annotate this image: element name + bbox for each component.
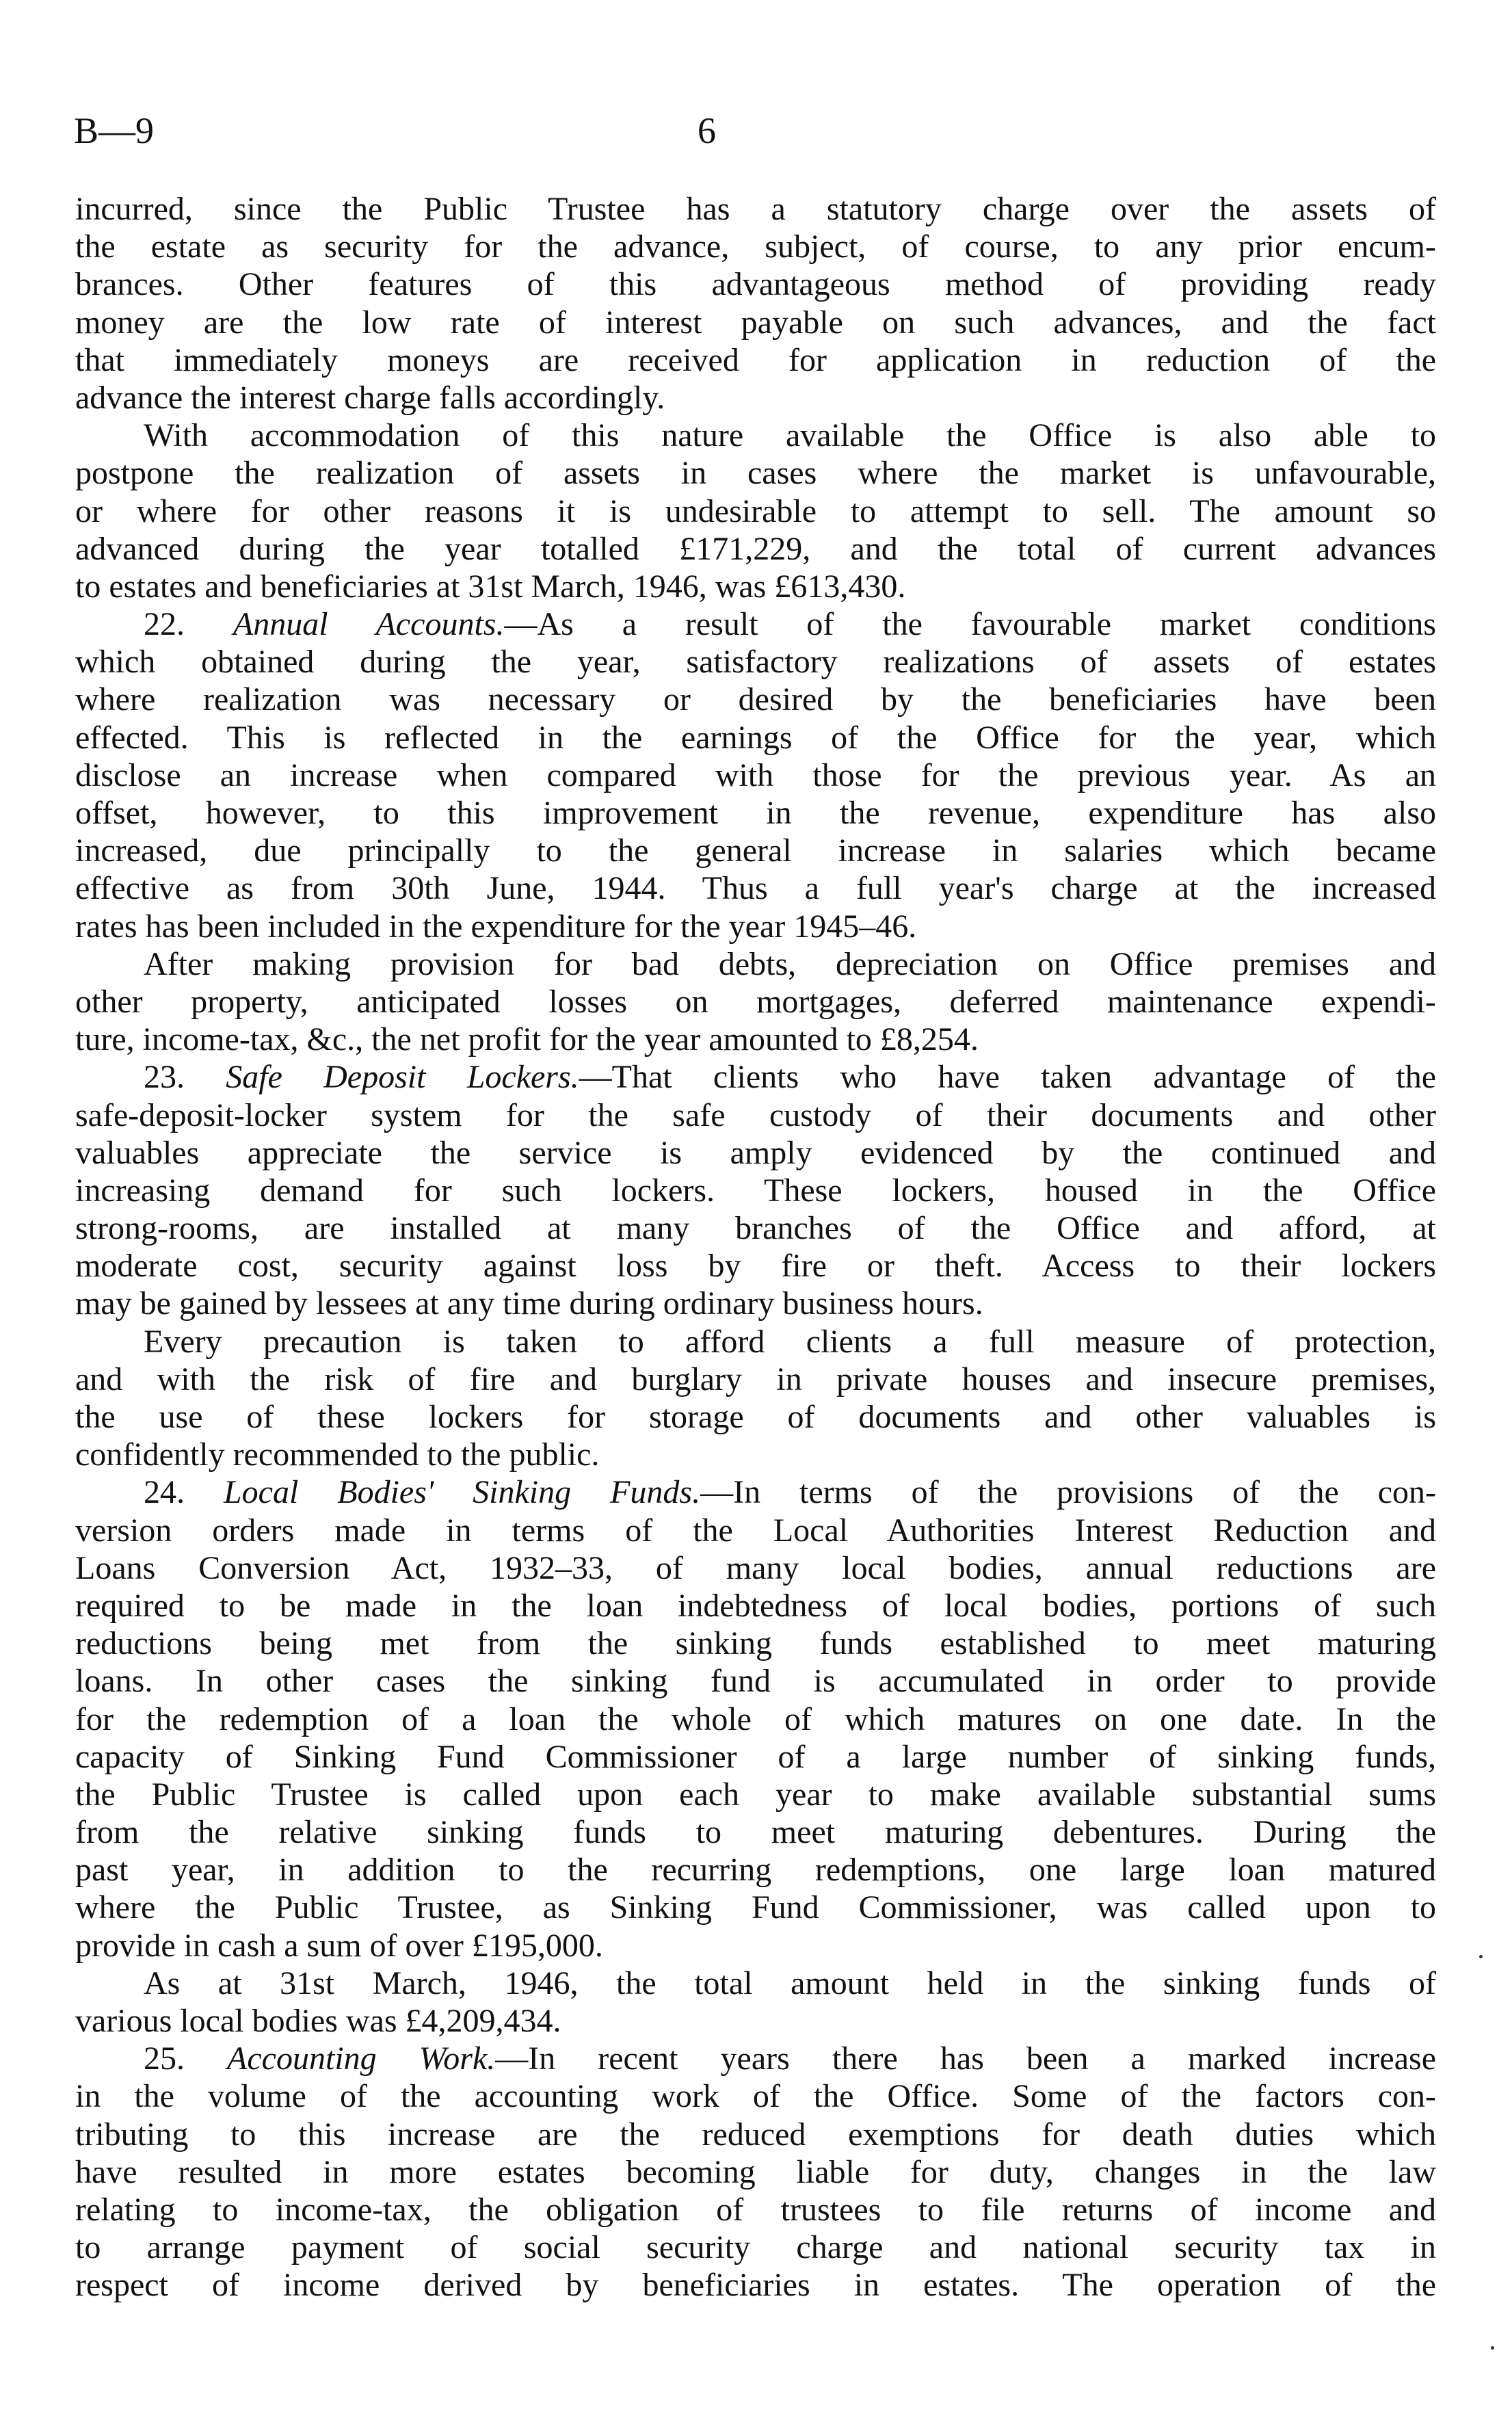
text-line: effective as from 30th June, 1944. Thus a full year's charge at the increased [75, 870, 1436, 907]
section-number: 22. [144, 606, 233, 643]
text-line: required to be made in the loan indebtedness of local bodies, portions of such [75, 1587, 1436, 1624]
text-line: loans. In other cases the sinking fund is accumulated in order to provide [75, 1663, 1436, 1700]
text-line: Loans Conversion Act, 1932–33, of many local bodies, annual reductions are [75, 1549, 1436, 1586]
text-line: money are the low rate of interest payable on such advances, and the fact [75, 304, 1436, 341]
text-line: After making provision for bad debts, depreciation on Office premises and [144, 945, 1436, 982]
text-line: for the redemption of a loan the whole of which matures on one date. In the [75, 1700, 1436, 1737]
text-line [75, 2040, 1436, 2077]
text-line: where realization was necessary or desired by the beneficiaries have been [75, 681, 1436, 718]
text-line: rates has been included in the expenditure for the year 1945–46. [75, 908, 917, 945]
text-line: from the relative sinking funds to meet maturing debentures. During the [75, 1814, 1436, 1851]
scan-speck [1479, 1955, 1483, 1958]
section-text: —In terms of the provisions of the con- [700, 1474, 1436, 1511]
section-number: 24. [144, 1474, 224, 1511]
text-line [75, 605, 1436, 643]
text-line: to estates and beneficiaries at 31st March, 1946, was £613,430. [75, 568, 906, 605]
text-line: capacity of Sinking Fund Commissioner of a large number of sinking funds, [75, 1738, 1436, 1775]
text-line: incurred, since the Public Trustee has a statutory charge over the assets of [75, 191, 1436, 227]
text-line: As at 31st March, 1946, the total amount held in the sinking funds of [144, 1964, 1436, 2001]
text-line [75, 1058, 1436, 1096]
document-body [75, 190, 1436, 2304]
text-line: or where for other reasons it is undesirable to attempt to sell. The amount so [75, 492, 1436, 529]
text-line: safe-deposit-locker system for the safe custody of their documents and other [75, 1096, 1436, 1133]
text-line: provide in cash a sum of over £195,000. [75, 1927, 603, 1964]
section-text: —In recent years there has been a marked increase [495, 2040, 1436, 2077]
section-number: 23. [144, 1059, 226, 1096]
text-line: valuables appreciate the service is amply evidenced by the continued and [75, 1134, 1436, 1171]
section-text: —That clients who have taken advantage of the [579, 1059, 1436, 1096]
text-line: may be gained by lessees at any time during ordinary business hours. [75, 1285, 983, 1322]
text-line: With accommodation of this nature available the Office is also able to [144, 417, 1436, 454]
text-line: the Public Trustee is called upon each year to make available substantial sums [75, 1776, 1436, 1813]
text-line: increased, due principally to the general increase in salaries which became [75, 832, 1436, 869]
text-line: have resulted in more estates becoming liable for duty, changes in the law [75, 2153, 1436, 2190]
text-line: relating to income-tax, the obligation of trustees to file returns of income and [75, 2191, 1436, 2228]
section-number: 25. [144, 2040, 228, 2077]
text-line: brances. Other features of this advantageous method of providing ready [75, 266, 1436, 303]
text-line: advance the interest charge falls accordingly. [75, 379, 665, 416]
text-line: the use of these lockers for storage of documents and other valuables is [75, 1399, 1436, 1435]
text-line: postpone the realization of assets in cases where the market is unfavourable, [75, 455, 1436, 492]
text-line: moderate cost, security against loss by fire or theft. Access to their lockers [75, 1248, 1436, 1285]
text-line: disclose an increase when compared with those for the previous year. As an [75, 757, 1436, 793]
section-text: —As a result of the favourable market conditions [504, 606, 1436, 643]
page-reference: B—9 [74, 110, 155, 151]
text-line: and with the risk of fire and burglary in private houses and insecure premises, [75, 1361, 1436, 1397]
text-line: strong-rooms, are installed at many branches of the Office and afford, at [75, 1210, 1436, 1247]
text-line: Every precaution is taken to afford clients a full measure of protection, [144, 1323, 1436, 1360]
section-heading: Accounting Work. [227, 2040, 496, 2077]
text-line: ture, income-tax, &c., the net profit for the year amounted to £8,254. [75, 1021, 979, 1058]
text-line: version orders made in terms of the Local Authorities Interest Reduction and [75, 1512, 1436, 1549]
text-line: to arrange payment of social security charge and national security tax in [75, 2229, 1436, 2266]
text-line: past year, in addition to the recurring redemptions, one large loan matured [75, 1852, 1436, 1889]
scan-speck [1491, 2346, 1494, 2350]
text-line: which obtained during the year, satisfactory realizations of assets of estates [75, 644, 1436, 681]
text-line: that immediately moneys are received for application in reduction of the [75, 341, 1436, 378]
text-line [75, 1473, 1436, 1511]
text-line: offset, however, to this improvement in the revenue, expenditure has also [75, 795, 1436, 831]
text-line: in the volume of the accounting work of the Office. Some of the factors con- [75, 2078, 1436, 2115]
text-line: increasing demand for such lockers. These lockers, housed in the Office [75, 1172, 1436, 1209]
text-line: confidently recommended to the public. [75, 1436, 600, 1473]
text-line: where the Public Trustee, as Sinking Fund Commissioner, was called upon to [75, 1889, 1436, 1926]
text-line: the estate as security for the advance, subject, of course, to any prior encum- [75, 228, 1436, 265]
text-line: other property, anticipated losses on mortgages, deferred maintenance expendi- [75, 983, 1436, 1020]
section-heading: Safe Deposit Lockers. [226, 1059, 579, 1096]
text-line: effected. This is reflected in the earnings of the Office for the year, which [75, 719, 1436, 756]
section-heading: Local Bodies' Sinking Funds. [223, 1474, 701, 1511]
text-line: reductions being met from the sinking funds established to meet maturing [75, 1625, 1436, 1662]
text-line: various local bodies was £4,209,434. [75, 2003, 561, 2039]
text-line: tributing to this increase are the reduced exemptions for death duties which [75, 2116, 1436, 2153]
text-line: advanced during the year totalled £171,229, and the total of current advances [75, 530, 1436, 567]
page-number: 6 [698, 110, 716, 151]
text-line: respect of income derived by beneficiaries in estates. The operation of the [75, 2267, 1436, 2304]
section-heading: Annual Accounts. [233, 606, 505, 643]
